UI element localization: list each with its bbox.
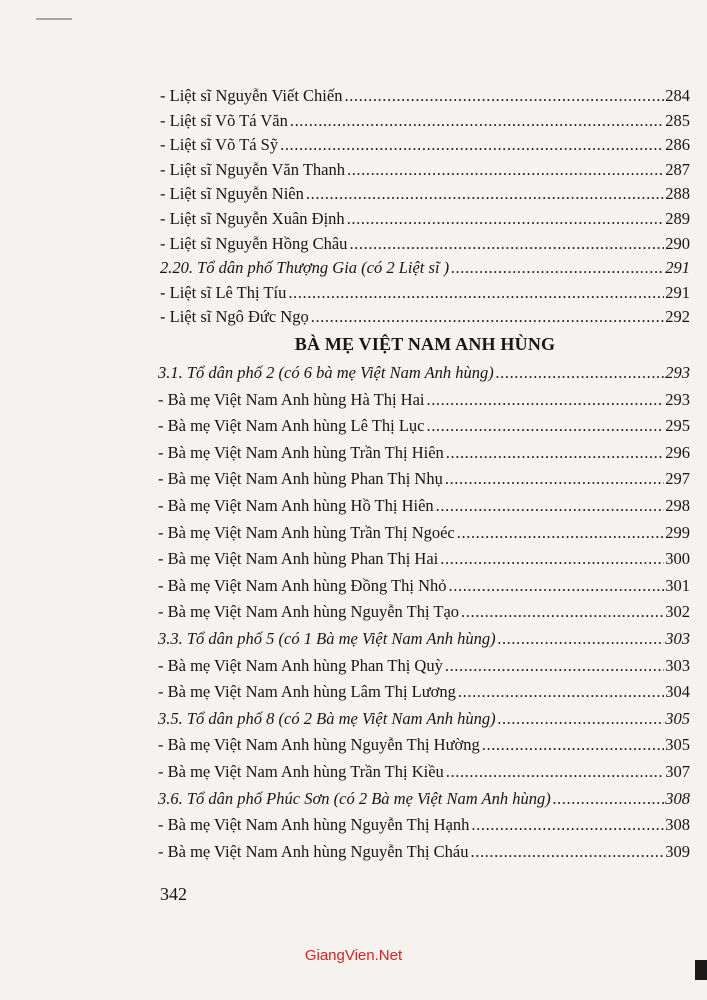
toc-dot-leader [290,109,664,134]
toc-dot-leader [498,626,665,653]
toc-entry-page: 295 [665,416,690,436]
toc-entry [160,232,690,257]
toc-entry-title: - Liệt sĩ Nguyễn Xuân Định [160,208,345,228]
toc-dot-leader [471,839,665,866]
toc-dot-leader [445,653,664,680]
toc-list-ba-me [158,360,690,865]
toc-dot-leader [440,546,664,573]
toc-entry [160,207,690,232]
toc-entry-title: - Bà mẹ Việt Nam Anh hùng Trần Thị Hiên [158,442,444,462]
toc-entry [158,413,690,440]
toc-entry-page: 293 [665,363,690,382]
toc-section-entry [158,786,690,813]
toc-entry-title: 3.6. Tổ dân phố Phúc Sơn (có 2 Bà mẹ Việt Nam Anh hùng) [158,788,551,808]
page-number: 342 [160,884,187,904]
toc-entry-page: 284 [665,86,690,105]
toc-dot-leader [344,84,664,109]
toc-entry [158,440,690,467]
toc-entry-title: - Liệt sĩ Lê Thị Tíu [160,282,287,302]
toc-section-entry [158,360,690,387]
toc-dot-leader [496,360,664,387]
toc-entry-title: - Liệt sĩ Nguyễn Viết Chiến [160,86,343,105]
toc-entry-page: 304 [665,682,690,702]
toc-section-entry [158,626,690,653]
toc-dot-leader [457,520,664,547]
toc-entry-title: - Liệt sĩ Võ Tá Sỹ [160,135,279,155]
toc-entry [160,84,690,109]
toc-entry [160,133,690,158]
toc-entry-page: 286 [665,135,690,155]
toc-entry [158,573,690,600]
toc-entry-title: - Bà mẹ Việt Nam Anh hùng Lâm Thị Lương [158,682,456,702]
toc-dot-leader [461,599,664,626]
toc-entry-page: 287 [665,159,690,179]
toc-entry-page: 289 [665,208,690,228]
toc-entry-title: - Liệt sĩ Võ Tá Văn [160,110,288,130]
toc-entry-page: 298 [665,495,690,515]
toc-entry-page: 299 [665,522,690,542]
toc-entry [158,387,690,414]
toc-entry-page: 305 [665,735,690,755]
toc-entry-title: - Bà mẹ Việt Nam Anh hùng Nguyễn Thị Tạo [158,602,460,622]
toc-dot-leader [436,493,665,520]
toc-dot-leader [347,207,665,232]
toc-entry-title: - Bà mẹ Việt Nam Anh hùng Đồng Thị Nhỏ [158,575,447,595]
toc-dot-leader [458,679,664,706]
toc-entry-title: - Liệt sĩ Nguyễn Niên [160,184,304,204]
watermark-text: GiangVien.Net [304,947,403,964]
toc-dot-leader [280,133,664,158]
toc-entry-title: - Bà mẹ Việt Nam Anh hùng Nguyễn Thị Cháu [158,841,469,861]
toc-dot-leader [445,466,664,493]
toc-dot-leader [347,158,664,183]
toc-entry-title: - Bà mẹ Việt Nam Anh hùng Lê Thị Lục [158,416,425,436]
toc-entry [158,493,690,520]
toc-entry-page: 293 [665,389,690,409]
toc-entry-page: 296 [665,442,690,462]
toc-dot-leader [451,256,664,281]
toc-dot-leader [553,786,665,813]
toc-entry-page: 308 [665,788,690,808]
toc-dot-leader [349,232,664,257]
toc-entry [160,305,690,330]
toc-entry-title: 3.3. Tổ dân phố 5 (có 1 Bà mẹ Việt Nam Anh hùng) [158,628,496,648]
toc-entry-page: 290 [665,233,690,253]
toc-dot-leader [426,413,664,440]
toc-entry-page: 300 [665,549,690,569]
toc-entry [160,281,690,306]
toc-entry-page: 303 [665,655,690,675]
toc-entry [158,732,690,759]
toc-entry-title: 3.1. Tổ dân phố 2 (có 6 bà mẹ Việt Nam Anh hùng) [158,363,494,382]
toc-entry-page: 288 [665,184,690,204]
toc-entry [158,759,690,786]
toc-entry [158,546,690,573]
toc-entry-title: - Bà mẹ Việt Nam Anh hùng Nguyễn Thị Hạnh [158,815,470,835]
toc-entry-page: 291 [665,258,690,278]
toc-dot-leader [306,182,664,207]
toc-entry-page: 305 [665,708,690,728]
toc-entry-title: - Bà mẹ Việt Nam Anh hùng Nguyễn Thị Hường [158,735,480,755]
toc-entry-title: - Bà mẹ Việt Nam Anh hùng Trần Thị Ngoéc [158,522,455,542]
toc-list-liet-si [160,84,690,330]
top-rule-divider [36,18,72,20]
toc-entry [158,466,690,493]
toc-entry-title: - Bà mẹ Việt Nam Anh hùng Hồ Thị Hiên [158,495,434,515]
toc-entry [158,839,690,866]
scan-edge-mark [695,960,707,980]
toc-entry [160,109,690,134]
toc-dot-leader [471,812,664,839]
toc-entry-title: - Liệt sĩ Nguyễn Hồng Châu [160,233,348,253]
toc-entry-page: 291 [665,282,690,302]
toc-dot-leader [426,387,664,414]
toc-entry [158,520,690,547]
toc-entry-page: 309 [665,841,690,861]
toc-entry-title: 2.20. Tổ dân phố Thượng Gia (có 2 Liệt sĩ ) [160,258,450,278]
toc-entry-title: - Bà mẹ Việt Nam Anh hùng Hà Thị Hai [158,389,425,409]
toc-section-entry [158,706,690,733]
toc-entry [158,679,690,706]
toc-entry-title: - Liệt sĩ Nguyễn Văn Thanh [160,159,345,179]
toc-entry-title: - Bà mẹ Việt Nam Anh hùng Trần Thị Kiều [158,761,444,781]
toc-dot-leader [449,573,665,600]
toc-entry-page: 302 [665,602,690,622]
toc-entry-title: - Bà mẹ Việt Nam Anh hùng Phan Thị Quỳ [158,655,443,675]
toc-entry [160,182,690,207]
section-heading: BÀ MẸ VIỆT NAM ANH HÙNG [294,334,556,354]
toc-dot-leader [446,440,664,467]
toc-entry [158,812,690,839]
toc-entry-title: - Bà mẹ Việt Nam Anh hùng Phan Thị Nhụ [158,469,443,489]
toc-dot-leader [311,305,665,330]
toc-entry [158,599,690,626]
toc-dot-leader [498,706,665,733]
toc-entry-title: - Liệt sĩ Ngô Đức Ngọ [160,307,309,327]
toc-entry-page: 301 [665,575,690,595]
toc-entry-page: 307 [665,761,690,781]
toc-dot-leader [446,759,664,786]
toc-entry-page: 285 [665,110,690,130]
toc-dot-leader [288,281,664,306]
toc-entry-page: 308 [665,815,690,835]
toc-entry-page: 297 [665,469,690,489]
toc-section-entry [160,256,690,281]
toc-dot-leader [482,732,665,759]
toc-entry-title: - Bà mẹ Việt Nam Anh hùng Phan Thị Hai [158,549,439,569]
toc-entry [160,158,690,183]
toc-entry-title: 3.5. Tổ dân phố 8 (có 2 Bà mẹ Việt Nam Anh hùng) [158,708,496,728]
toc-entry-page: 303 [665,628,690,648]
toc-entry-page: 292 [665,307,690,327]
toc-entry [158,653,690,680]
